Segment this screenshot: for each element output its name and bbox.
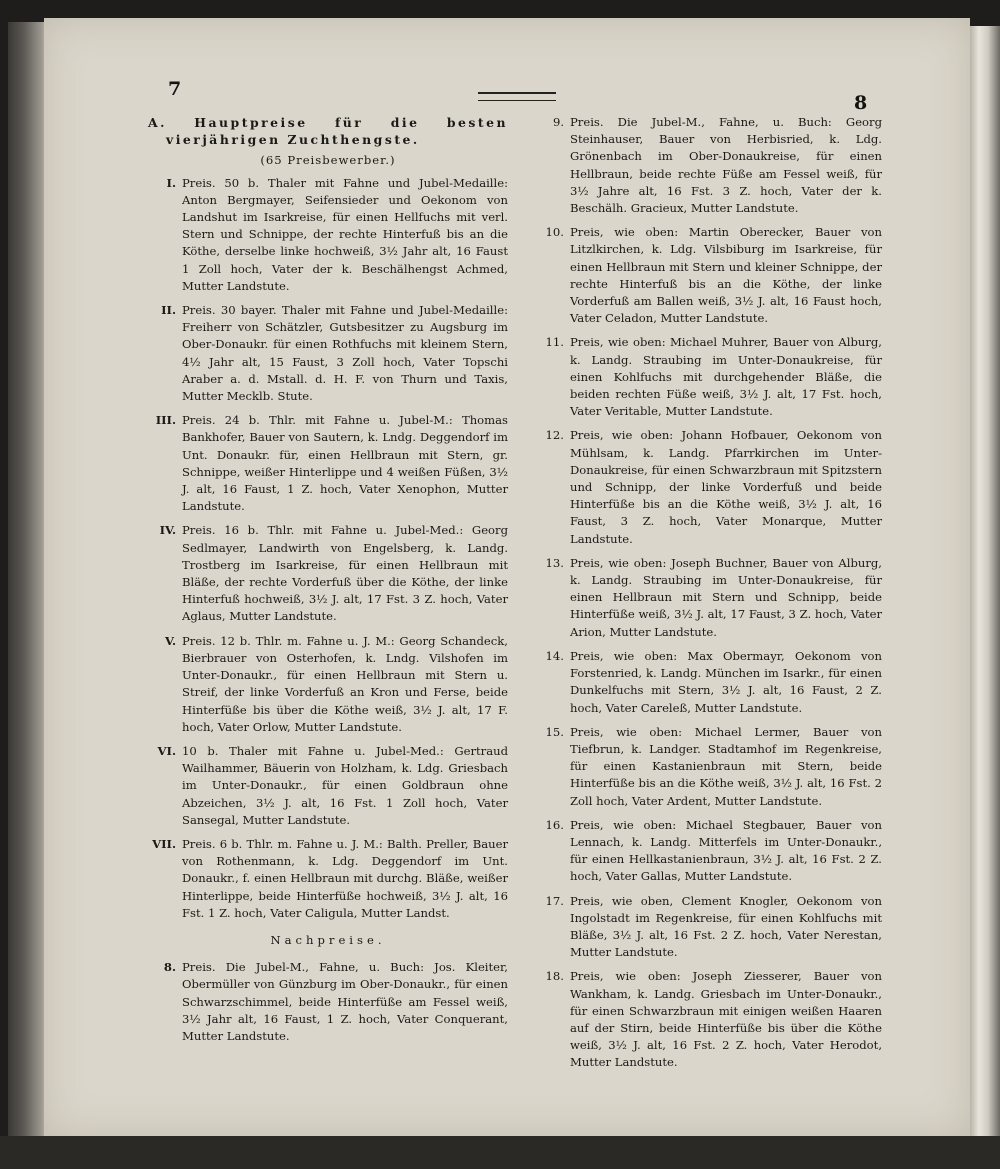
prize-number: IV. xyxy=(159,523,176,538)
prize-entry xyxy=(532,817,882,886)
prize-entry xyxy=(532,224,882,327)
text-column-right xyxy=(532,114,882,1079)
prize-text: Preis, wie oben: Joseph Ziesserer, Bauer von Wankham, k. Landg. Griesbach im Unter-Donaukr., für einen Schwarzbraun mit einigen weißen Haaren auf der Stirn, beide Hinterfüße bis über die Köthe weiß, 3½ J. alt, 16 Fst. 2 Z. hoch, Vater Herodot, Mutter Landstute. xyxy=(570,969,882,1070)
prize-number: II. xyxy=(161,303,176,318)
prize-entry xyxy=(148,743,508,829)
prize-entry xyxy=(532,893,882,962)
prize-entry xyxy=(532,968,882,1071)
prize-text: Preis, wie oben: Michael Lermer, Bauer von Tiefbrun, k. Landger. Stadtamhof im Regenkreise, für einen Kastanienbraun mit Stern, beide Hinterfüße bis an die Köthe weiß, 3½ J. alt, 16 Fst. 2 Zoll hoch, Vater Ardent, Mutter Landstute. xyxy=(570,724,882,808)
prize-number: III. xyxy=(155,413,176,428)
prize-text: Preis, wie oben: Max Obermayr, Oekonom von Forstenried, k. Landg. München im Isarkr., für einen Dunkelfuchs mit Stern, 3½ J. alt, 16 Faust, 2 Z. hoch, Vater Careleß, Mutter Landstute. xyxy=(570,648,882,715)
prize-number: 12. xyxy=(545,428,564,443)
text-column-left xyxy=(148,114,508,1052)
prize-number: 17. xyxy=(545,893,564,908)
prize-text: Preis, wie oben: Martin Oberecker, Bauer von Litzlkirchen, k. Ldg. Vilsbiburg im Isarkreise, für einen Hellbraun mit Stern und kleiner Schnippe, der rechte Hinterfuß bis an die Köthe, der linke Vorderfuß am Ballen weiß, 3½ J. alt, 16 Faust hoch, Vater Celadon, Mutter Landstute. xyxy=(570,225,882,326)
prize-entry xyxy=(532,427,882,547)
prize-entry xyxy=(148,959,508,1045)
prize-number: 18. xyxy=(545,969,564,984)
prize-text: Preis. 50 b. Thaler mit Fahne und Jubel-Medaille: Anton Bergmayer, Seifensieder und Oekonom von Landshut im Isarkreise, für einen Hellfuchs mit verl. Stern und Schnippe, der rechte Hinterfuß bis an die Köthe, derselbe linke hochweiß, 3½ Jahr alt, 16 Faust 1 Zoll hoch, Vater der k. Beschälhengst Achmed, Mutter Landstute. xyxy=(182,175,508,293)
prize-entry xyxy=(148,175,508,295)
prize-number: 14. xyxy=(545,648,564,663)
prize-entry xyxy=(532,724,882,810)
prize-text: Preis, wie oben: Johann Hofbauer, Oekonom von Mühlsam, k. Landg. Pfarrkirchen im Unter-Donaukreise, für einen Schwarzbraun mit Spitzstern und Schnipp, der linke Vorderfuß und beide Hinterfüße bis an die Köthe weiß, 3½ J. alt, 16 Faust, 3 Z. hoch, Vater Monarque, Mutter Landstute. xyxy=(570,428,882,546)
book-spine-left xyxy=(8,22,48,1147)
prize-text: 10 b. Thaler mit Fahne u. Jubel-Med.: Gertraud Wailhammer, Bäuerin von Holzham, k. Ldg. Griesbach im Unter-Donaukr., für einen Goldbraun ohne Abzeichen, 3½ J. alt, 16 Fst. 1 Zoll hoch, Vater Sansegal, Mutter Landstute. xyxy=(182,743,508,827)
prize-text: Preis. 12 b. Thlr. m. Fahne u. J. M.: Georg Schandeck, Bierbrauer von Osterhofen, k. Lndg. Vilshofen im Unter-Donaukr., für einen Hellbraun mit Stern u. Streif, der linke Vorderfuß an Kron und Ferse, beide Hinterfüße bis über die Köthe weiß, 3½ J. alt, 17 F. hoch, Vater Orlow, Mutter Landstute. xyxy=(182,633,508,734)
prize-entry xyxy=(532,648,882,717)
prize-number: 9. xyxy=(552,115,564,129)
prize-entry xyxy=(532,555,882,641)
prize-number: V. xyxy=(164,633,176,648)
prize-number: 10. xyxy=(545,225,564,240)
prize-number: VII. xyxy=(152,836,176,851)
prize-number: 11. xyxy=(545,335,564,350)
book-cover-bottom xyxy=(0,1136,1000,1169)
section-title: A. Hauptpreise für die besten vierjährigen Zuchthengste. xyxy=(148,115,508,148)
prize-text: Preis. Die Jubel-M., Fahne, u. Buch: Georg Steinhauser, Bauer von Herbisried, k. Ldg. Grönenbach im Ober-Donaukreise, für einen Hellbraun, beide rechte Füße am Fessel weiß, für 3½ Jahre alt, 16 Fst. 3 Z. hoch, Vater der k. Beschälh. Gracieux, Mutter Landstute. xyxy=(570,115,882,216)
prize-entry xyxy=(148,836,508,922)
prize-number: 16. xyxy=(545,817,564,832)
prize-text: Preis. 16 b. Thlr. mit Fahne u. Jubel-Med.: Georg Sedlmayer, Landwirth von Engelsberg, k. Landg. Trostberg im Isarkreise, für einen Hellbraun mit Bläße, der rechte Vorderfuß über die Köthe, der linke Hinterfuß hochweiß, 3½ J. alt, 17 Fst. 3 Z. hoch, Vater Aglaus, Mutter Landstute. xyxy=(182,523,508,624)
secondary-prizes-heading: Nachpreise. xyxy=(270,932,386,947)
prize-entry xyxy=(532,334,882,420)
prize-number: I. xyxy=(166,175,176,190)
prize-number: 15. xyxy=(545,724,564,739)
prize-number: VI. xyxy=(157,743,176,758)
prize-text: Preis. 24 b. Thlr. mit Fahne u. Jubel-M.: Thomas Bankhofer, Bauer von Sautern, k. Lndg. Deggendorf im Unt. Donaukr. für, einen Hellbraun mit Stern, gr. Schnippe, weißer Hinterlippe und 4 weißen Füßen, 3½ J. alt, 16 Faust, 1 Z. hoch, Vater Xenophon, Mutter Landstute. xyxy=(182,413,508,514)
prize-entry xyxy=(148,412,508,515)
prize-text: Preis, wie oben: Michael Muhrer, Bauer von Alburg, k. Landg. Straubing im Unter-Donaukreise, für einen Kohlfuchs mit durchgehender Bläße, die beiden rechten Füße weiß, 3½ J. alt, 17 Fst. hoch, Vater Veritable, Mutter Landstute. xyxy=(570,335,882,419)
prize-text: Preis. Die Jubel-M., Fahne, u. Buch: Jos. Kleiter, Obermüller von Günzburg im Ober-Donaukr., für einen Schwarzschimmel, beide Hinterfüße am Fessel weiß, 3½ Jahr alt, 16 Faust, 1 Z. hoch, Vater Conquerant, Mutter Landstute. xyxy=(182,960,508,1043)
prize-text: Preis, wie oben: Michael Stegbauer, Bauer von Lennach, k. Landg. Mitterfels im Unter-Donaukr., für einen Hellkastanienbraun, 3½ J. alt, 16 Fst. 2 Z. hoch, Vater Gallas, Mutter Landstute. xyxy=(570,817,882,884)
prize-number: 8. xyxy=(163,960,176,975)
prize-number: 13. xyxy=(545,555,564,570)
page-number-left: 7 xyxy=(168,78,182,100)
prize-text: Preis. 6 b. Thlr. m. Fahne u. J. M.: Balth. Preller, Bauer von Rothenmann, k. Ldg. Deggendorf im Unt. Donaukr., f. einen Hellbraun mit durchg. Bläße, weißer Hinterlippe, beide Hinterfüße hochweiß, 3½ J. alt, 16 Fst. 1 Z. hoch, Vater Caligula, Mutter Landst. xyxy=(182,836,508,920)
prize-entry xyxy=(148,522,508,625)
decorative-rule xyxy=(478,92,556,101)
prize-text: Preis, wie oben, Clement Knogler, Oekonom von Ingolstadt im Regenkreise, für einen Kohlfuchs mit Bläße, 3½ J. alt, 16 Fst. 2 Z. hoch, Vater Nerestan, Mutter Landstute. xyxy=(570,893,882,960)
page-number-right: 8 xyxy=(854,92,868,114)
prize-text: Preis. 30 bayer. Thaler mit Fahne und Jubel-Medaille: Freiherr von Schätzler, Gutsbesitzer zu Augsburg im Ober-Donaukr. für einen Rothfuchs mit kleinem Stern, 4½ Jahr alt, 15 Faust, 3 Zoll hoch, Vater Topschi Araber a. d. Mstall. d. H. F. von Thurn und Taxis, Mutter Mecklb. Stute. xyxy=(182,303,508,404)
competitor-count: (65 Preisbewerber.) xyxy=(260,153,396,168)
prize-entry xyxy=(148,302,508,405)
book-page-edge-right xyxy=(970,26,1000,1141)
prize-entry xyxy=(532,114,882,217)
prize-text: Preis, wie oben: Joseph Buchner, Bauer von Alburg, k. Landg. Straubing im Unter-Donaukreise, für einen Hellbraun mit Stern und Schnipp, beide Hinterfüße weiß, 3½ J. alt, 17 Faust, 3 Z. hoch, Vater Arion, Mutter Landstute. xyxy=(570,555,882,639)
prize-entry xyxy=(148,633,508,736)
